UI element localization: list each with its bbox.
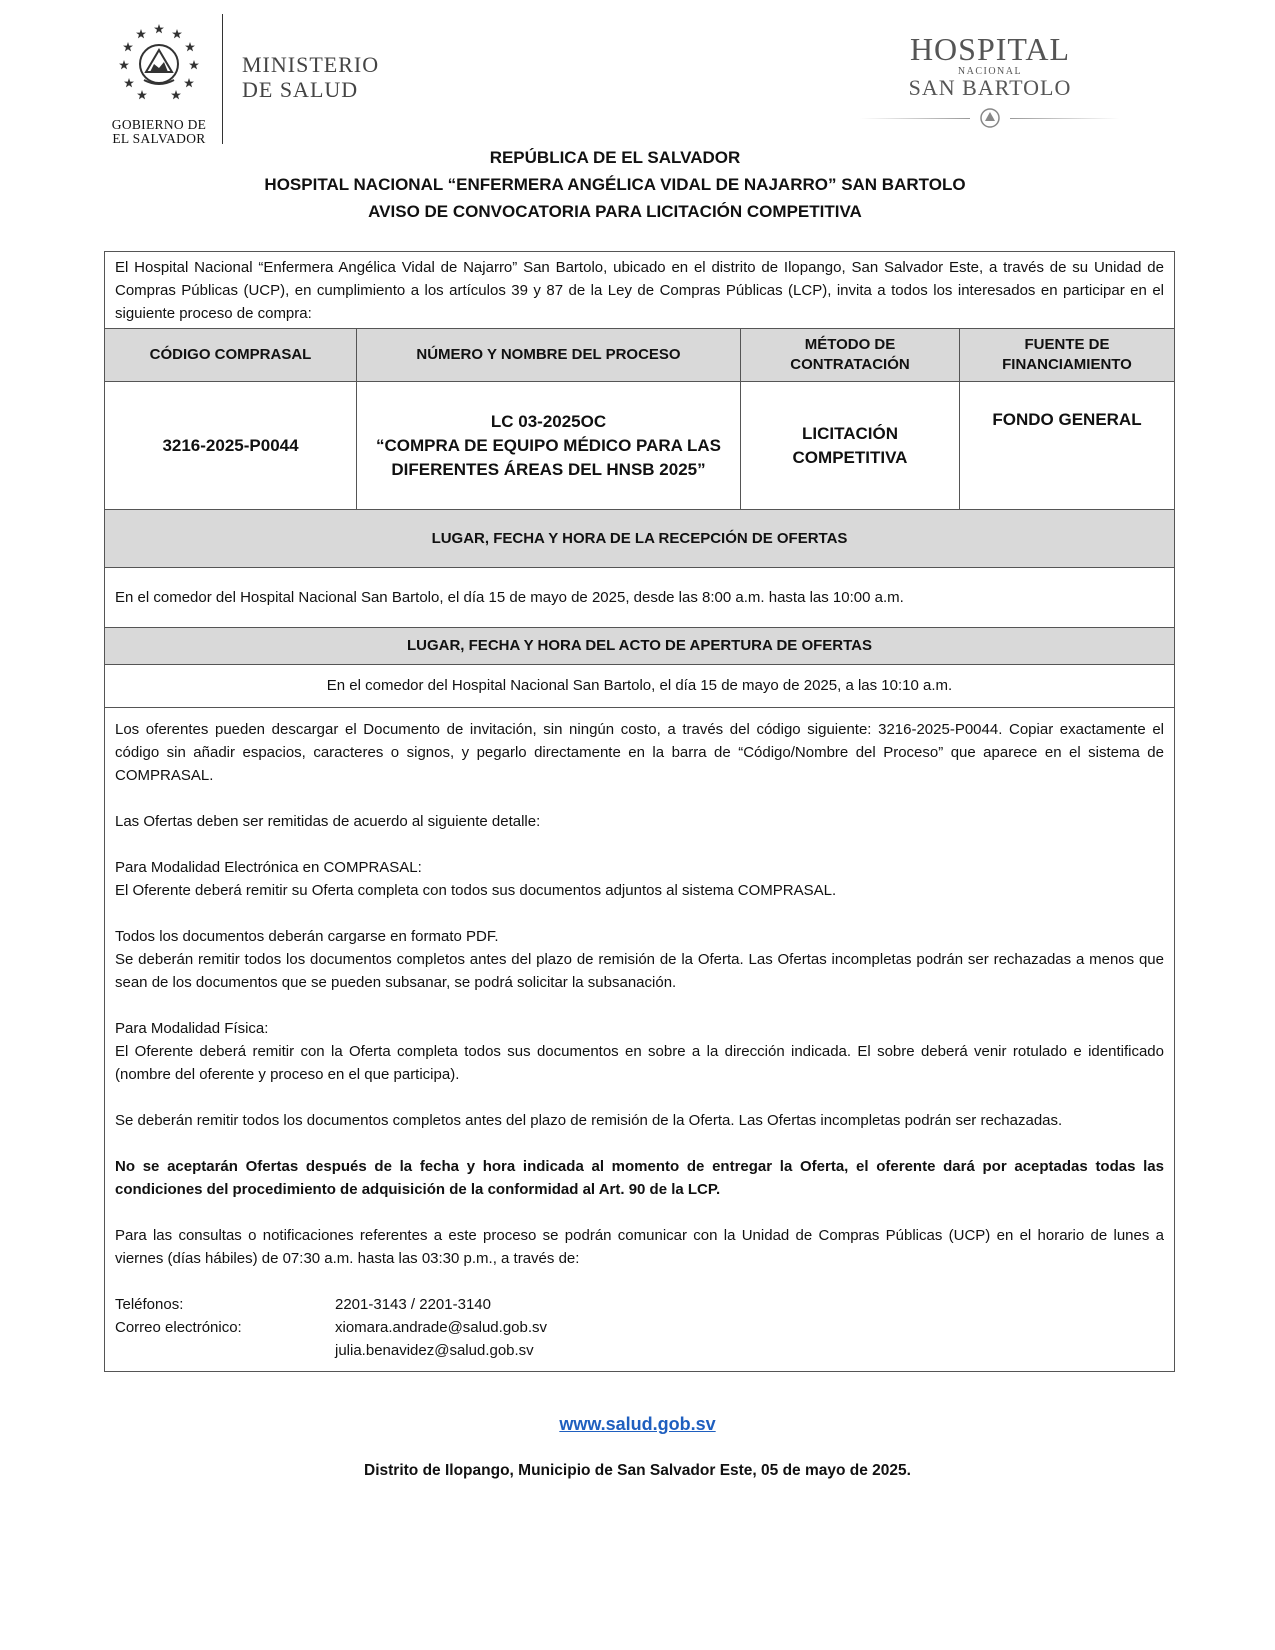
opening-text: En el comedor del Hospital Nacional San Bartolo, el día 15 de mayo de 2025, a las 10:10 a.m. bbox=[105, 665, 1174, 708]
email-label: Correo electrónico: bbox=[115, 1319, 242, 1336]
consultation-paragraph: Para las consultas o notificaciones referentes a este proceso se podrán comunicar con la Unidad de Compras Públicas (UCP) en el horario de lunes a viernes (días hábiles) de 07:30 a.m. hasta las 03:30 p.m., a través de: bbox=[115, 1227, 1164, 1267]
government-logo bbox=[104, 14, 404, 144]
phone-value: 2201-3143 / 2201-3140 bbox=[335, 1296, 491, 1313]
cell-source: FONDO GENERAL bbox=[960, 382, 1175, 510]
notice-box bbox=[104, 251, 1175, 1372]
email-value-1: xiomara.andrade@salud.gob.sv bbox=[335, 1319, 548, 1336]
el-salvador-seal-icon bbox=[118, 22, 200, 104]
phone-row bbox=[115, 1293, 1164, 1316]
government-text bbox=[104, 118, 214, 146]
header-method bbox=[741, 329, 960, 382]
email-row bbox=[115, 1316, 1164, 1339]
phone-label: Teléfonos: bbox=[115, 1296, 184, 1313]
government-line-1: GOBIERNO DE bbox=[111, 117, 207, 132]
hospital-line-2: NACIONAL bbox=[957, 66, 1023, 77]
complete-documents-note: Se deberán remitir todos los documentos completos antes del plazo de remisión de la Oferta. Las Ofertas incompletas podrán ser rechazadas. bbox=[115, 1112, 1063, 1129]
header-source-line-1: FUENTE DE bbox=[1024, 336, 1110, 353]
intro-paragraph: El Hospital Nacional “Enfermera Angélica Vidal de Najarro” San Bartolo, ubicado en el distrito de Ilopango, San Salvador Este, a través de su Unidad de Compras Públicas (UCP), en cumplimiento a los artículos 39 y 87 de la Ley de Compras Públicas (LCP), invita a todos los interesados en participar en el siguiente proceso de compra: bbox=[115, 259, 1164, 322]
cell-code: 3216-2025-P0044 bbox=[105, 382, 357, 510]
process-number: LC 03-2025OC bbox=[490, 411, 607, 431]
pdf-format-note: Todos los documentos deberán cargarse en formato PDF. bbox=[115, 928, 499, 945]
incomplete-offers-note: Se deberán remitir todos los documentos completos antes del plazo de remisión de la Oferta. Las Ofertas incompletas podrán ser rechazadas a menos que sean de los documentos que se pueden subsanar, se podrá solicitar la subsanación. bbox=[115, 951, 1164, 991]
download-paragraph: Los oferentes pueden descargar el Documento de invitación, sin ningún costo, a través del código siguiente: 3216-2025-P0044. Copiar exactamente el código sin añadir espacios, caracteres o signos, y pegarlo directamente en la barra de “Código/Nombre del Proceso” que aparece en el sistema de COMPRASAL. bbox=[115, 721, 1164, 784]
process-table-header-row bbox=[105, 329, 1174, 382]
document-titles bbox=[100, 144, 1130, 225]
hospital-line-1: HOSPITAL bbox=[909, 31, 1071, 67]
hospital-emblem-icon bbox=[978, 106, 1002, 130]
cell-method bbox=[741, 382, 960, 510]
method-line-1: LICITACIÓN bbox=[801, 423, 898, 443]
physical-mode-title: Para Modalidad Física: bbox=[115, 1020, 269, 1037]
ministry-line-2: DE SALUD bbox=[242, 77, 359, 102]
deadline-warning: No se aceptarán Ofertas después de la fecha y hora indicada al momento de entregar la Oferta, el oferente dará por aceptadas todas las condiciones del procedimiento de adquisición de la conformidad al Art. 90 de la LCP. bbox=[115, 1158, 1164, 1198]
header-method-line-2: CONTRATACIÓN bbox=[790, 356, 910, 373]
header-source bbox=[960, 329, 1175, 382]
hospital-rule-left bbox=[860, 118, 970, 119]
title-republic: REPÚBLICA DE EL SALVADOR bbox=[489, 148, 741, 167]
process-table-row bbox=[105, 382, 1174, 510]
reception-text: En el comedor del Hospital Nacional San Bartolo, el día 15 de mayo de 2025, desde las 8:00 a.m. hasta las 10:00 a.m. bbox=[115, 589, 904, 606]
hospital-line-3: SAN BARTOLO bbox=[908, 75, 1072, 100]
details-section bbox=[105, 708, 1174, 1371]
header-process: NÚMERO Y NOMBRE DEL PROCESO bbox=[357, 329, 741, 382]
cell-process bbox=[357, 382, 741, 510]
submission-intro: Las Ofertas deben ser remitidas de acuerdo al siguiente detalle: bbox=[115, 813, 541, 830]
hospital-logo bbox=[860, 32, 1160, 137]
header-code: CÓDIGO COMPRASAL bbox=[105, 329, 357, 382]
email-row-2 bbox=[115, 1339, 1164, 1362]
government-line-2: EL SALVADOR bbox=[112, 131, 206, 146]
process-name-line-2: DIFERENTES ÁREAS DEL HNSB 2025” bbox=[391, 459, 706, 479]
opening-heading: LUGAR, FECHA Y HORA DEL ACTO DE APERTURA DE OFERTAS bbox=[105, 627, 1174, 665]
electronic-mode-title: Para Modalidad Electrónica en COMPRASAL: bbox=[115, 859, 422, 876]
hospital-rule-right bbox=[1010, 118, 1120, 119]
electronic-mode-text: El Oferente deberá remitir su Oferta completa con todos sus documentos adjuntos al sistema COMPRASAL. bbox=[115, 882, 837, 899]
title-notice: AVISO DE CONVOCATORIA PARA LICITACIÓN COMPETITIVA bbox=[368, 202, 862, 221]
email-value-2: julia.benavidez@salud.gob.sv bbox=[335, 1342, 534, 1359]
place-date-line: Distrito de Ilopango, Municipio de San Salvador Este, 05 de mayo de 2025. bbox=[364, 1462, 911, 1479]
process-name-line-1: “COMPRA DE EQUIPO MÉDICO PARA LAS bbox=[375, 435, 722, 455]
physical-mode-text: El Oferente deberá remitir con la Oferta completa todos sus documentos en sobre a la dirección indicada. El sobre deberá venir rotulado e identificado (nombre del oferente y proceso en el que participa). bbox=[115, 1043, 1164, 1083]
title-hospital: HOSPITAL NACIONAL “ENFERMERA ANGÉLICA VIDAL DE NAJARRO” SAN BARTOLO bbox=[264, 175, 966, 194]
website-link[interactable]: www.salud.gob.sv bbox=[559, 1414, 716, 1434]
hospital-name bbox=[900, 32, 1080, 99]
header-source-line-2: FINANCIAMIENTO bbox=[1002, 356, 1132, 373]
reception-heading: LUGAR, FECHA Y HORA DE LA RECEPCIÓN DE OFERTAS bbox=[105, 510, 1174, 568]
ministry-name bbox=[242, 52, 379, 102]
process-table bbox=[105, 328, 1174, 510]
header-method-line-1: MÉTODO DE bbox=[804, 336, 896, 353]
ministry-line-1: MINISTERIO bbox=[242, 52, 380, 77]
method-line-2: COMPETITIVA bbox=[792, 447, 908, 467]
logo-divider bbox=[222, 14, 223, 144]
